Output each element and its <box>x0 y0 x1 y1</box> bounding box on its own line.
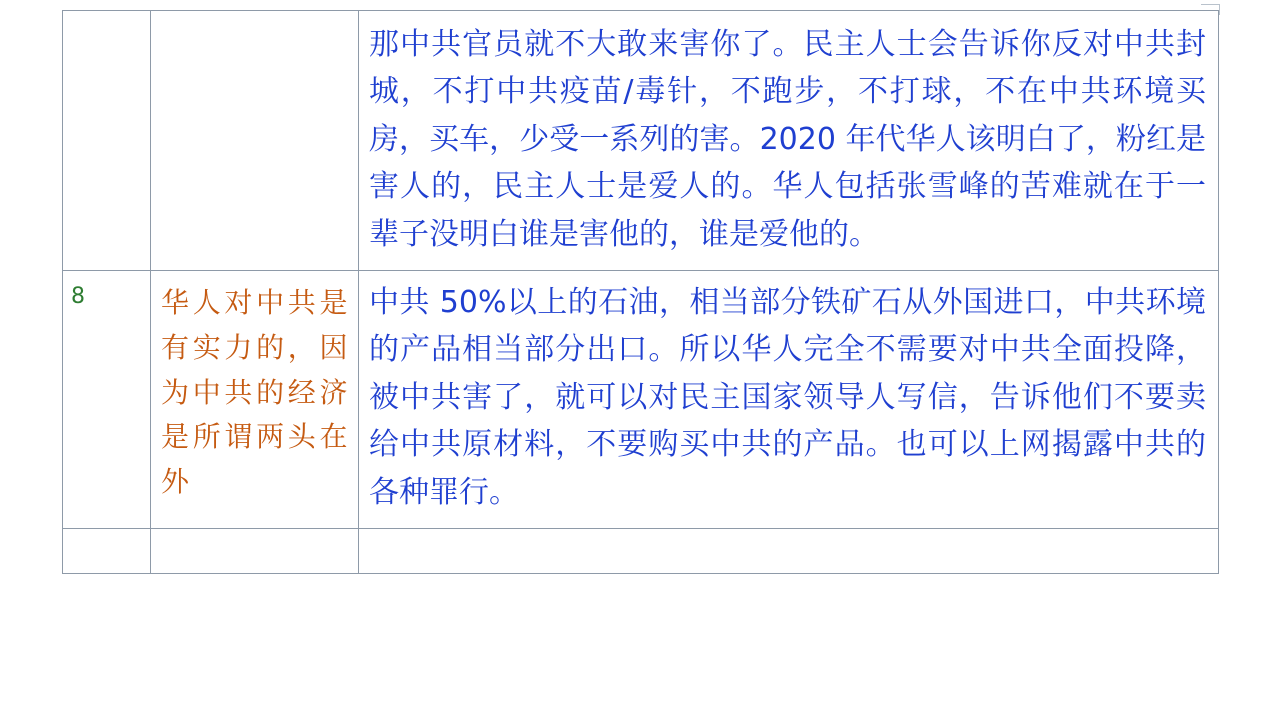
spacer-cell-topic <box>151 528 359 573</box>
row-topic-cell <box>151 11 359 271</box>
row-number: 8 <box>71 283 85 309</box>
row-number-cell <box>63 11 151 271</box>
row-topic-cell <box>151 270 359 528</box>
row-body-cell <box>359 11 1219 271</box>
row-number-cell <box>63 270 151 528</box>
row-body: 那中共官员就不大敢来害你了。民主人士会告诉你反对中共封城，不打中共疫苗/毒针，不跑步，不打球，不在中共环境买房，买车，少受一系列的害。2020 年代华人该明白了，粉红是害人的，民主人士是爱人的。华人包括张雪峰的苦难就在于一辈子没明白谁是害他的，谁是爱他的。 <box>369 27 1206 252</box>
table-row <box>63 11 1219 271</box>
spacer-cell-body <box>359 528 1219 573</box>
row-body: 中共 50%以上的石油，相当部分铁矿石从外国进口，中共环境的产品相当部分出口。所以华人完全不需要对中共全面投降，被中共害了，就可以对民主国家领导人写信，告诉他们不要卖给中共原材料，不要购买中共的产品。也可以上网揭露中共的各种罪行。 <box>369 284 1206 510</box>
content-table <box>62 10 1219 574</box>
table-row-spacer <box>63 528 1219 573</box>
row-body-cell <box>359 270 1219 528</box>
table-row <box>63 270 1219 528</box>
row-number <box>63 11 150 25</box>
row-topic <box>151 11 358 35</box>
row-topic: 华人对中共是有实力的，因为中共的经济是所谓两头在外 <box>161 285 348 499</box>
spacer-cell-number <box>63 528 151 573</box>
